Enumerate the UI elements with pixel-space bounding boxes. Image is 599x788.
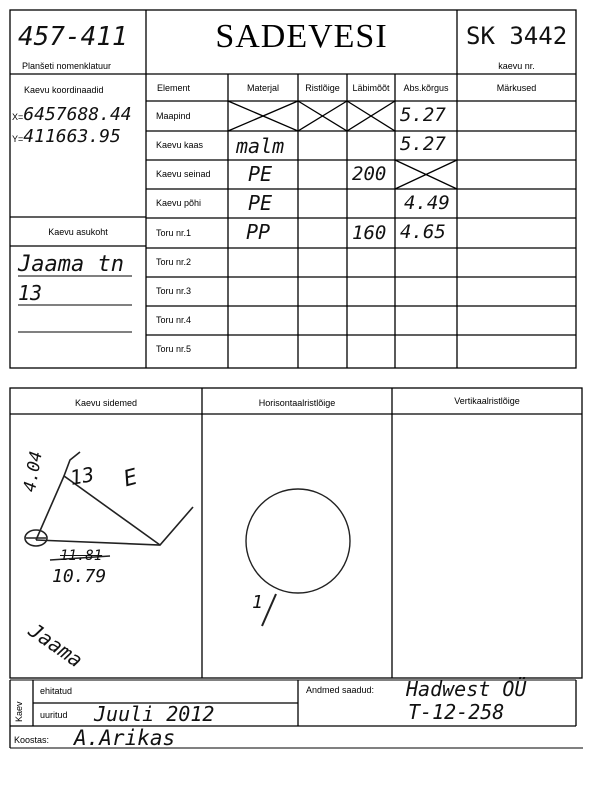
- col-header-diameter: Läbimõõt: [352, 83, 390, 93]
- table-row-element: Kaevu kaas: [156, 140, 204, 150]
- y-prefix: Y=: [12, 134, 24, 144]
- y-coordinate: [12, 126, 121, 147]
- nomenclature-label: Planšeti nomenklatuur: [22, 61, 112, 71]
- x-value: 6457688.44: [23, 104, 132, 125]
- data-source-reference: T-12-258: [408, 700, 505, 724]
- nomenclature-value: 457-411: [18, 22, 128, 52]
- page-title: SADEVESI: [215, 18, 388, 55]
- table-cell-elevation: 4.49: [404, 192, 450, 214]
- table-cell-diameter: 160: [352, 222, 387, 244]
- sketch-section-mark: 1: [252, 592, 263, 613]
- x-prefix: X=: [12, 112, 24, 122]
- surveyed-value: Juuli 2012: [94, 702, 215, 726]
- compiled-value: A.Arikas: [74, 726, 176, 750]
- sketch-corrected-value: 10.79: [52, 566, 107, 587]
- location-label: Kaevu asukoht: [48, 227, 108, 237]
- table-row-element: Toru nr.3: [156, 286, 192, 296]
- location-street: Jaama tn: [18, 252, 124, 277]
- compiled-label: Koostas:: [14, 735, 50, 745]
- built-label: ehitatud: [40, 686, 73, 696]
- table-cell-material: PE: [248, 162, 273, 186]
- table-cell-material: PE: [248, 191, 273, 215]
- table-cell-elevation: 5.27: [400, 104, 446, 126]
- data-source-company: Hadwest OÜ: [406, 677, 527, 701]
- table-cell-material: malm: [236, 134, 285, 158]
- table-row-element: Toru nr.1: [156, 228, 192, 238]
- table-row-element: Kaevu põhi: [156, 198, 202, 208]
- col-header-elevation: Abs.kõrgus: [403, 83, 449, 93]
- well-number-label: kaevu nr.: [498, 61, 535, 71]
- table-row-element: Toru nr.2: [156, 257, 192, 267]
- coordinates-label: Kaevu koordinaadid: [24, 85, 104, 95]
- table-row-element: Maapind: [156, 111, 191, 121]
- y-value: 411663.95: [23, 126, 121, 147]
- col-header-material: Materjal: [246, 83, 279, 93]
- footer-side-label: Kaev: [14, 701, 24, 722]
- sketch-street-name: Jaama: [24, 618, 88, 673]
- table-cell-elevation: 4.65: [400, 221, 446, 243]
- col-header-element: Element: [157, 83, 191, 93]
- sketch-header-horizontal: Horisontaalristlõige: [258, 398, 336, 408]
- sketch-letter-e: E: [120, 464, 141, 493]
- sketch-struck-value: 11.81: [60, 548, 103, 564]
- sketch-distance-a: 4.04: [20, 449, 47, 494]
- data-source-label: Andmed saadud:: [306, 685, 375, 695]
- col-header-cross-section: Ristlõige: [305, 83, 340, 93]
- table-cell-material: PP: [246, 220, 271, 244]
- surveyed-label: uuritud: [40, 710, 68, 720]
- table-cell-diameter: 200: [352, 163, 387, 185]
- location-house-number: 13: [18, 281, 43, 305]
- x-coordinate: [12, 104, 132, 125]
- col-header-remarks: Märkused: [496, 83, 537, 93]
- sketch-header-vertical: Vertikaalristlõige: [454, 396, 520, 406]
- table-cell-elevation: 5.27: [400, 133, 446, 155]
- table-row-element: Kaevu seinad: [156, 169, 211, 179]
- sketch-header-connections: Kaevu sidemed: [74, 398, 138, 408]
- sketch-distance-b: 13: [68, 462, 96, 490]
- table-row-element: Toru nr.4: [156, 315, 192, 325]
- table-row-element: Toru nr.5: [156, 344, 192, 354]
- well-number-value: SK 3442: [466, 22, 568, 50]
